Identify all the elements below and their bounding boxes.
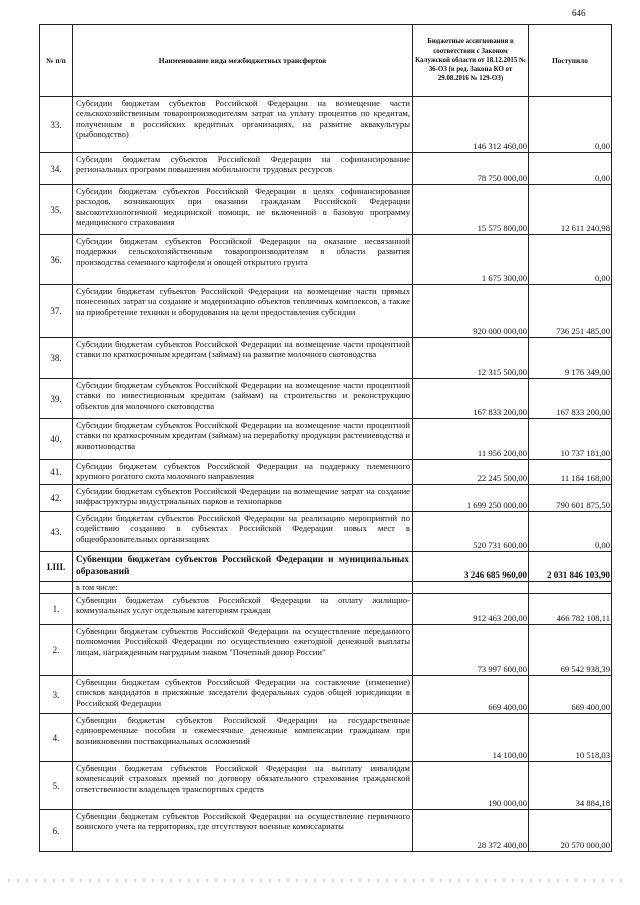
row-received: 20 570 000,00 [529,810,612,852]
row-num: 34. [40,153,73,185]
row-received: 10 518,03 [529,714,612,762]
row-received: 0,00 [529,512,612,552]
table-row [40,625,612,676]
row-name: Субвенции бюджетам субъектов Российской Федерации на государственные единовременные пособия и ежемесячные денежные компенсации гражданам при возникновении поствакцинальных осложнений [73,714,413,762]
row-received: 167 833 200,00 [529,379,612,419]
row-num: 41. [40,460,73,485]
table-row [40,810,612,852]
table-row [40,379,612,419]
row-budget: 14 100,00 [413,714,529,762]
row-name: Субсидии бюджетам субъектов Российской Федерации на возмещение части сельскохозяйственным товаропроизводителям затрат на уплату процентов по кредитам, полученным в российских кредитных организациях, на развитие аквакультуры (рыбоводство) [73,97,413,153]
row-budget: 73 997 600,00 [413,625,529,676]
row-budget: 146 312 460,00 [413,97,529,153]
row-num: 43. [40,512,73,552]
row-budget: 167 833 200,00 [413,379,529,419]
row-num: 3. [40,676,73,714]
row-budget: 15 575 800,00 [413,185,529,235]
row-num: 42. [40,485,73,512]
row-budget: 669 400,00 [413,676,529,714]
header-num: № п/п [40,25,73,97]
row-num: 39. [40,379,73,419]
row-received: 790 601 875,50 [529,485,612,512]
row-budget: 12 315 500,00 [413,338,529,379]
table-row [40,419,612,460]
table-row [40,97,612,153]
section-received: 2 031 846 103,90 [529,552,612,582]
table-row [40,460,612,485]
row-num: 6. [40,810,73,852]
including-row [40,582,612,594]
row-budget: 1 675 300,00 [413,235,529,285]
row-name: Субсидии бюджетам субъектов Российской Федерации на оказание несвязанной поддержки сельскохозяйственным товаропроизводителям в области развития производства семенного картофеля и овощей открытого грунта [73,235,413,285]
row-budget: 11 956 200,00 [413,419,529,460]
row-name: Субсидии бюджетам субъектов Российской Федерации на возмещение части процентной ставки по краткосрочным кредитам (займам) на развитие молочного скотоводства [73,338,413,379]
row-received: 736 251 485,00 [529,285,612,338]
row-received: 9 176 349,00 [529,338,612,379]
row-received: 0,00 [529,153,612,185]
row-name: Субсидии бюджетам субъектов Российской Федерации в целях софинансирования расходов, возникающих при оказании гражданам Российской Федерации высокотехнологичной медицинской помощи, не включенной в базовую программу медицинского страхования [73,185,413,235]
row-num: 35. [40,185,73,235]
row-name: Субвенции бюджетам субъектов Российской Федерации на составление (изменение) списков кандидатов в присяжные заседатели федеральных судов общей юрисдикции в Российской Федерации [73,676,413,714]
section-name: Субвенции бюджетам субъектов Российской Федерации и муниципальных образований [73,552,413,582]
row-received: 11 184 168,00 [529,460,612,485]
table-row [40,338,612,379]
table-row [40,594,612,625]
row-name: Субсидии бюджетам субъектов Российской Федерации на возмещение части процентной ставки по инвестиционным кредитам (займам) на строительство и реконструкцию объектов для молочного скотоводства [73,379,413,419]
row-budget: 22 245 500,00 [413,460,529,485]
row-num: 36. [40,235,73,285]
section-row [40,552,612,582]
row-name: Субсидии бюджетам субъектов Российской Федерации на софинансирование региональных программ повышения мобильности трудовых ресурсов [73,153,413,185]
header-budget: Бюджетные ассигнования в соответствии с Законом Калужской области от 18.12.2015 № 36-ОЗ (в ред. Закона КО от 29.08.2016 № 129-ОЗ) [413,25,529,97]
table-row [40,285,612,338]
header-received: Поступило [529,25,612,97]
table-row [40,153,612,185]
row-budget: 190 000,00 [413,762,529,810]
row-name: Субсидии бюджетам субъектов Российской Федерации на реализацию мероприятий по содействию созданию в субъектах Российской Федерации новых мест в общеобразовательных организациях [73,512,413,552]
row-name: Субсидии бюджетам субъектов Российской Федерации на возмещение части процентной ставки по краткосрочным кредитам (займам) на переработку продукции растениеводства и животноводства [73,419,413,460]
table-row [40,235,612,285]
header-name: Наименование вида межбюджетных трансфертов [73,25,413,97]
row-name: Субвенции бюджетам субъектов Российской Федерации на оплату жилищно-коммунальных услуг отдельным категориям граждан [73,594,413,625]
page-number: 646 [572,8,586,18]
table-header-row [40,25,612,97]
transfers-table [39,24,612,852]
row-received: 34 884,18 [529,762,612,810]
row-num: 33. [40,97,73,153]
row-budget: 78 750 000,00 [413,153,529,185]
row-num: 1. [40,594,73,625]
row-num: 40. [40,419,73,460]
row-num: 2. [40,625,73,676]
row-name: Субвенции бюджетам субъектов Российской Федерации на осуществление первичного воинского учета на территориях, где отсутствуют военные комиссариаты [73,810,413,852]
row-name: Субвенции бюджетам субъектов Российской Федерации на осуществление переданного полномочия Российской Федерации по осуществлению ежегодной денежной выплаты лицам, награжденным нагрудным знаком "Почетный донор России" [73,625,413,676]
row-received: 669 400,00 [529,676,612,714]
row-num: 38. [40,338,73,379]
row-budget: 28 372 400,00 [413,810,529,852]
row-received: 10 737 181,00 [529,419,612,460]
row-name: Субсидии бюджетам субъектов Российской Федерации на возмещение затрат на создание инфраструктуры индустриальных парков и технопарков [73,485,413,512]
row-name: Субвенции бюджетам субъектов Российской Федерации на выплату инвалидам компенсаций страховых премий по договору обязательного страхования гражданской ответственности владельцев транспортных средств [73,762,413,810]
including-label: в том числе: [73,582,413,594]
row-num: 5. [40,762,73,810]
row-name: Субсидии бюджетам субъектов Российской Федерации на возмещение части прямых понесенных затрат на создание и модернизацию объектов тепличных комплексов, а также на приобретение техники и оборудования на цели предоставления субсидии [73,285,413,338]
table-row [40,714,612,762]
row-budget: 520 731 600,00 [413,512,529,552]
row-budget: 912 463 200,00 [413,594,529,625]
row-received: 0,00 [529,235,612,285]
table-row [40,485,612,512]
section-budget: 3 246 685 960,00 [413,552,529,582]
row-received: 12 611 240,98 [529,185,612,235]
table-row [40,762,612,810]
table-row [40,676,612,714]
row-num: 37. [40,285,73,338]
table-row [40,512,612,552]
row-received: 466 782 108,11 [529,594,612,625]
row-received: 69 542 938,39 [529,625,612,676]
row-num: 4. [40,714,73,762]
row-budget: 1 699 250 000,00 [413,485,529,512]
section-num: I.III. [40,552,73,582]
scan-artifact [8,879,628,882]
row-name: Субсидии бюджетам субъектов Российской Федерации на поддержку племенного крупного рогатого скота молочного направления [73,460,413,485]
row-budget: 920 000 000,00 [413,285,529,338]
row-received: 0,00 [529,97,612,153]
table-row [40,185,612,235]
